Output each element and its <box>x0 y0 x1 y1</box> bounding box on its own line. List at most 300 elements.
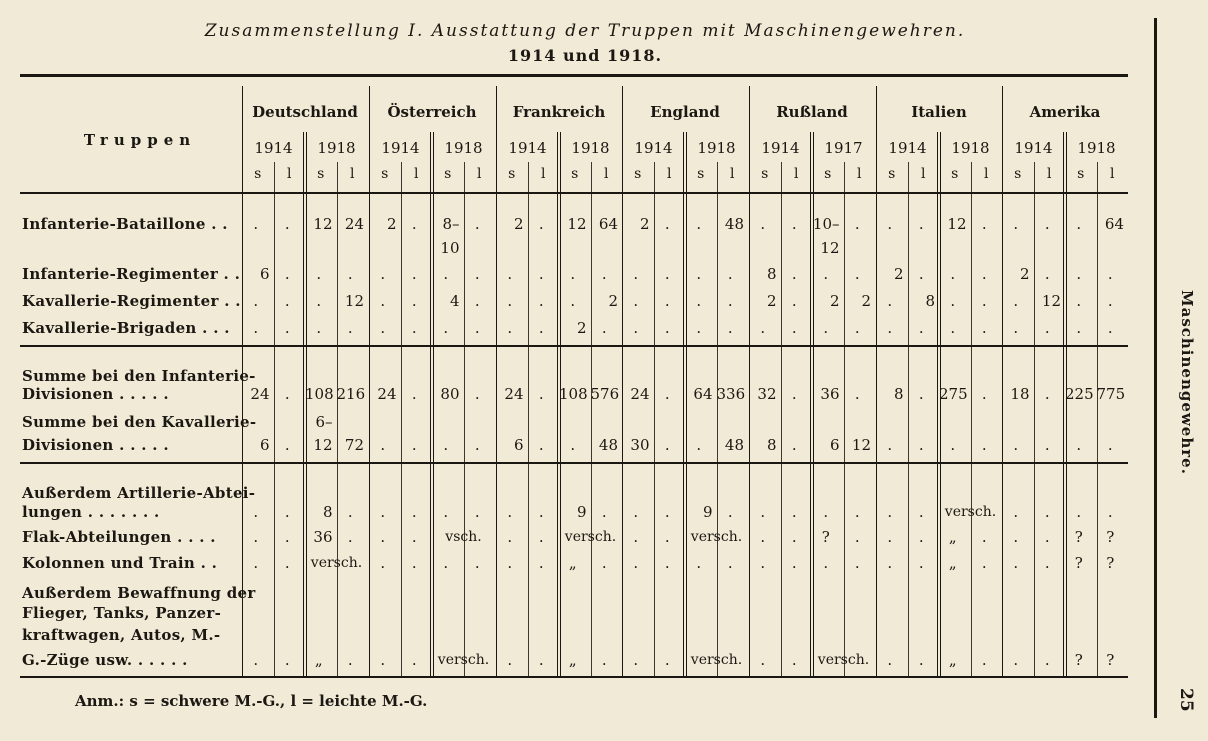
table-cell: . <box>1013 528 1019 546</box>
table-cell: . <box>347 503 353 521</box>
sl-divider <box>1097 162 1098 676</box>
table-cell: . <box>791 215 797 233</box>
table-cell: . <box>887 319 893 337</box>
table-cell: . <box>664 503 670 521</box>
table-cell: . <box>284 436 290 454</box>
table-cell: . <box>284 385 290 403</box>
table-cell: 576 <box>590 385 620 403</box>
sl-header: s <box>444 166 452 182</box>
table-cell: ? <box>1106 554 1115 572</box>
table-cell: . <box>601 265 607 283</box>
bottom-rule <box>20 676 1128 678</box>
table-cell: 18 <box>1010 385 1030 403</box>
table-cell: . <box>1013 436 1019 454</box>
span-cell: vsch. <box>445 529 482 545</box>
table-cell: . <box>887 503 893 521</box>
sl-header: s <box>824 166 832 182</box>
sl-divider <box>971 162 972 676</box>
sl-divider <box>591 162 592 676</box>
table-cell: . <box>664 292 670 310</box>
table-cell: . <box>411 554 417 572</box>
sl-divider <box>401 162 402 676</box>
footnote: Anm.: s = schwere M.-G., l = leichte M.-G. <box>75 692 428 710</box>
table-cell: . <box>760 503 766 521</box>
table-cell: . <box>538 651 544 669</box>
table-cell: . <box>1076 215 1082 233</box>
table-cell: 216 <box>336 385 366 403</box>
table-cell: . <box>380 292 386 310</box>
table-cell: . <box>443 503 449 521</box>
table-cell: . <box>380 528 386 546</box>
country-header: Österreich <box>387 103 477 121</box>
table-cell: „ <box>314 651 323 669</box>
table-cell: . <box>253 319 259 337</box>
row-label: Infanterie-Regimenter . . <box>22 265 241 283</box>
table-cell: 12 <box>851 436 871 454</box>
table-cell: 336 <box>716 385 746 403</box>
table-cell: 12 <box>820 239 840 257</box>
country-header: Italien <box>911 103 967 121</box>
table-cell: . <box>854 319 860 337</box>
sl-divider <box>908 162 909 676</box>
table-cell: . <box>507 265 513 283</box>
table-cell: 72 <box>344 436 364 454</box>
table-cell: ? <box>821 528 830 546</box>
table-cell: . <box>854 265 860 283</box>
table-cell: . <box>981 265 987 283</box>
table-cell: . <box>823 319 829 337</box>
table-cell: . <box>981 215 987 233</box>
table-cell: . <box>696 436 702 454</box>
table-cell: 4 <box>449 292 460 310</box>
table-cell: 2 <box>608 292 618 310</box>
table-cell: . <box>887 554 893 572</box>
table-cell: . <box>696 554 702 572</box>
table-cell: . <box>981 651 987 669</box>
table-cell: . <box>791 436 797 454</box>
table-cell: . <box>981 436 987 454</box>
row-label: kraftwagen, Autos, M.- <box>22 626 221 644</box>
table-cell: 48 <box>724 436 744 454</box>
table-cell: . <box>570 292 576 310</box>
row-label: Außerdem Bewaffnung der <box>22 584 256 602</box>
table-cell: . <box>696 319 702 337</box>
table-cell: 24 <box>630 385 650 403</box>
table-cell: . <box>507 554 513 572</box>
table-cell: . <box>253 554 259 572</box>
table-cell: . <box>411 265 417 283</box>
table-cell: . <box>633 265 639 283</box>
table-cell: . <box>664 265 670 283</box>
table-cell: . <box>1076 503 1082 521</box>
table-cell: 12 <box>313 215 333 233</box>
table-cell: . <box>950 436 956 454</box>
table-cell: . <box>538 503 544 521</box>
table-cell: . <box>1076 265 1082 283</box>
table-cell: . <box>918 319 924 337</box>
span-cell: versch. <box>437 652 490 668</box>
row-label: Außerdem Artillerie-Abtei- <box>22 484 256 502</box>
sl-divider <box>844 162 845 676</box>
table-cell: . <box>950 292 956 310</box>
table-cell: . <box>284 215 290 233</box>
table-cell: 8 <box>925 292 935 310</box>
table-cell: . <box>981 528 987 546</box>
table-cell: ? <box>1074 528 1083 546</box>
section-rule-1 <box>20 345 1128 347</box>
table-cell: . <box>727 554 733 572</box>
table-cell: 108 <box>559 385 588 403</box>
table-cell: . <box>887 528 893 546</box>
table-cell: . <box>791 265 797 283</box>
table-cell: . <box>791 528 797 546</box>
table-cell: . <box>538 385 544 403</box>
table-cell: . <box>791 319 797 337</box>
table-cell: . <box>791 554 797 572</box>
table-cell: . <box>601 554 607 572</box>
table-cell: 108 <box>305 385 334 403</box>
row-label: Kavallerie-Regimenter . . <box>22 292 241 310</box>
country-header: Deutschland <box>252 103 358 121</box>
year-header: 1917 <box>824 139 863 157</box>
sl-header: s <box>951 166 959 182</box>
table-cell: ? <box>1106 651 1115 669</box>
sl-header: l <box>604 166 609 182</box>
table-cell: . <box>316 292 322 310</box>
table-cell: . <box>411 651 417 669</box>
table-cell: . <box>474 436 480 454</box>
table-cell: . <box>507 319 513 337</box>
table-cell: . <box>981 292 987 310</box>
table-cell: . <box>664 319 670 337</box>
table-cell: . <box>727 292 733 310</box>
sl-divider <box>274 162 275 676</box>
table-cell: . <box>727 319 733 337</box>
table-cell: . <box>284 651 290 669</box>
table-cell: . <box>981 319 987 337</box>
table-cell: . <box>1044 436 1050 454</box>
table-cell: . <box>1107 292 1113 310</box>
table-cell: . <box>1076 319 1082 337</box>
table-cell: . <box>918 265 924 283</box>
table-cell: . <box>474 554 480 572</box>
table-cell: . <box>411 436 417 454</box>
table-cell: . <box>538 319 544 337</box>
table-cell: . <box>411 215 417 233</box>
table-cell: . <box>380 319 386 337</box>
sl-header: l <box>287 166 292 182</box>
table-cell: . <box>854 385 860 403</box>
table-cell: . <box>950 319 956 337</box>
table-cell: . <box>380 503 386 521</box>
sl-divider <box>528 162 529 676</box>
table-cell: . <box>791 503 797 521</box>
table-cell: . <box>664 215 670 233</box>
table-cell: 48 <box>598 436 618 454</box>
table-cell: . <box>1107 503 1113 521</box>
table-cell: . <box>664 436 670 454</box>
year-header: 1918 <box>697 139 736 157</box>
table-cell: . <box>538 554 544 572</box>
table-cell: 775 <box>1096 385 1126 403</box>
span-cell: versch. <box>564 529 617 545</box>
table-cell: . <box>1044 554 1050 572</box>
row-label: Infanterie-Bataillone . . <box>22 215 228 233</box>
table-cell: . <box>854 503 860 521</box>
year-header: 1914 <box>888 139 927 157</box>
table-cell: „ <box>568 651 577 669</box>
table-cell: . <box>918 651 924 669</box>
table-cell: . <box>823 554 829 572</box>
table-cell: . <box>380 265 386 283</box>
page-edge-rule <box>1154 18 1157 718</box>
table-cell: . <box>633 554 639 572</box>
table-cell: . <box>760 528 766 546</box>
table-cell: . <box>918 554 924 572</box>
table-cell: . <box>284 554 290 572</box>
table-cell: . <box>1044 528 1050 546</box>
table-cell: . <box>664 651 670 669</box>
table-cell: 2 <box>513 215 524 233</box>
table-cell: 10– <box>812 215 840 233</box>
year-header: 1918 <box>317 139 356 157</box>
table-cell: 8 <box>766 436 777 454</box>
table-cell: . <box>633 651 639 669</box>
table-cell: . <box>474 319 480 337</box>
table-cell: 2 <box>386 215 397 233</box>
table-cell: . <box>411 385 417 403</box>
sl-divider <box>1034 162 1035 676</box>
sl-header: s <box>1014 166 1022 182</box>
table-cell: 24 <box>250 385 270 403</box>
row-label: Flak-Abteilungen . . . . <box>22 528 216 546</box>
table-cell: . <box>443 265 449 283</box>
sl-header: l <box>921 166 926 182</box>
table-cell: . <box>411 292 417 310</box>
table-cell: . <box>823 265 829 283</box>
table-cell: 30 <box>630 436 650 454</box>
table-cell: 6– <box>315 413 333 431</box>
span-cell: versch. <box>690 652 743 668</box>
table-cell: . <box>316 265 322 283</box>
table-cell: . <box>918 503 924 521</box>
table-cell: . <box>284 319 290 337</box>
table-cell: . <box>538 265 544 283</box>
table-cell: . <box>1013 292 1019 310</box>
table-cell: . <box>633 319 639 337</box>
table-cell: . <box>474 292 480 310</box>
table-cell: 32 <box>757 385 777 403</box>
year-header: 1914 <box>381 139 420 157</box>
table-cell: . <box>918 436 924 454</box>
table-cell: . <box>380 554 386 572</box>
table-cell: . <box>507 651 513 669</box>
table-cell: . <box>253 528 259 546</box>
table-cell: 48 <box>724 215 744 233</box>
table-cell: 12 <box>344 292 364 310</box>
year-header: 1918 <box>1077 139 1116 157</box>
table-cell: . <box>1013 651 1019 669</box>
table-cell: . <box>760 651 766 669</box>
sl-header: l <box>857 166 862 182</box>
table-cell: 9 <box>576 503 587 521</box>
year-header: 1914 <box>634 139 673 157</box>
year-header: 1914 <box>1014 139 1053 157</box>
span-cell: versch. <box>817 652 870 668</box>
table-cell: . <box>253 292 259 310</box>
table-cell: . <box>918 528 924 546</box>
table-cell: . <box>1013 215 1019 233</box>
country-header: England <box>650 103 720 121</box>
row-label: Divisionen . . . . . <box>22 385 169 403</box>
table-cell: . <box>633 292 639 310</box>
table-cell: 6 <box>829 436 840 454</box>
section-rule-2 <box>20 462 1128 464</box>
table-cell: . <box>664 385 670 403</box>
table-cell: . <box>474 215 480 233</box>
table-cell: . <box>380 436 386 454</box>
table-cell: . <box>791 385 797 403</box>
row-label: Kolonnen und Train . . <box>22 554 218 572</box>
sl-header: s <box>508 166 516 182</box>
table-cell: 8– <box>442 215 460 233</box>
sl-header: s <box>381 166 389 182</box>
table-cell: . <box>1076 436 1082 454</box>
side-label: Maschinengewehre. <box>1178 290 1196 475</box>
table-cell: 36 <box>820 385 840 403</box>
table-cell: . <box>760 215 766 233</box>
country-header: Rußland <box>776 103 848 121</box>
table-cell: . <box>347 528 353 546</box>
sl-divider <box>337 162 338 676</box>
sl-header: l <box>1047 166 1052 182</box>
table-cell: . <box>570 436 576 454</box>
row-label: lungen . . . . . . . <box>22 503 160 521</box>
span-cell: versch. <box>310 555 363 571</box>
table-cell: . <box>1044 385 1050 403</box>
sl-header: l <box>477 166 482 182</box>
table-cell: . <box>1044 651 1050 669</box>
table-cell: . <box>380 651 386 669</box>
table-cell: . <box>411 528 417 546</box>
sl-header: s <box>254 166 262 182</box>
table-cell: 8 <box>893 385 904 403</box>
sl-header: l <box>667 166 672 182</box>
sl-divider <box>781 162 782 676</box>
year-header: 1918 <box>571 139 610 157</box>
table-cell: . <box>791 292 797 310</box>
table-cell: 275 <box>939 385 968 403</box>
table-cell: 24 <box>504 385 524 403</box>
table-cell: . <box>823 503 829 521</box>
table-cell: . <box>507 503 513 521</box>
row-label: Kavallerie-Brigaden . . . <box>22 319 230 337</box>
table-cell: . <box>981 385 987 403</box>
top-rule <box>20 74 1128 77</box>
year-header: 1914 <box>761 139 800 157</box>
table-cell: 8 <box>322 503 333 521</box>
row-label: Flieger, Tanks, Panzer- <box>22 604 222 622</box>
table-cell: . <box>918 215 924 233</box>
sl-header: s <box>1077 166 1085 182</box>
table-cell: 2 <box>893 265 904 283</box>
country-header: Amerika <box>1029 103 1101 121</box>
table-title: Zusammenstellung I. Ausstattung der Truppen mit Maschinengewehren. <box>204 21 966 41</box>
row-label: Summe bei den Kavallerie- <box>22 413 257 431</box>
table-cell: . <box>950 265 956 283</box>
table-cell: „ <box>948 528 957 546</box>
table-cell: „ <box>568 554 577 572</box>
table-cell: 10 <box>440 239 460 257</box>
table-cell: . <box>1044 503 1050 521</box>
sl-header: s <box>571 166 579 182</box>
table-cell: . <box>664 554 670 572</box>
table-cell: . <box>887 436 893 454</box>
table-cell: . <box>854 528 860 546</box>
table-cell: . <box>887 292 893 310</box>
table-cell: . <box>507 292 513 310</box>
sl-header: s <box>888 166 896 182</box>
row-label: Divisionen . . . . . <box>22 436 169 454</box>
table-cell: 12 <box>1041 292 1061 310</box>
sl-header: l <box>984 166 989 182</box>
table-cell: . <box>601 319 607 337</box>
table-cell: . <box>538 528 544 546</box>
year-header: 1914 <box>254 139 293 157</box>
table-cell: 80 <box>440 385 460 403</box>
sl-divider <box>654 162 655 676</box>
table-cell: . <box>1044 215 1050 233</box>
table-cell: 12 <box>313 436 333 454</box>
table-cell: . <box>696 292 702 310</box>
table-cell: . <box>347 651 353 669</box>
table-cell: . <box>443 436 449 454</box>
table-cell: 64 <box>1104 215 1124 233</box>
table-cell: . <box>411 319 417 337</box>
table-cell: . <box>507 528 513 546</box>
sl-header: s <box>634 166 642 182</box>
table-cell: . <box>474 503 480 521</box>
table-cell: 225 <box>1065 385 1094 403</box>
header-rule <box>20 192 1128 194</box>
row-label: G.-Züge usw. . . . . . <box>22 651 188 669</box>
table-cell: . <box>253 651 259 669</box>
table-cell: . <box>284 292 290 310</box>
table-cell: . <box>1013 554 1019 572</box>
sl-header: s <box>317 166 325 182</box>
table-cell: . <box>538 215 544 233</box>
table-cell: . <box>347 265 353 283</box>
table-cell: . <box>1013 319 1019 337</box>
table-cell: . <box>1107 265 1113 283</box>
table-cell: . <box>538 292 544 310</box>
table-cell: „ <box>948 554 957 572</box>
sl-divider <box>717 162 718 676</box>
sl-divider <box>464 162 465 676</box>
table-cell: . <box>727 503 733 521</box>
table-cell: ? <box>1074 651 1083 669</box>
table-cell: 2 <box>861 292 871 310</box>
table-cell: 2 <box>829 292 840 310</box>
table-cell: . <box>284 528 290 546</box>
table-cell: . <box>474 385 480 403</box>
table-cell: 64 <box>693 385 713 403</box>
year-header: 1918 <box>951 139 990 157</box>
country-header: Frankreich <box>512 103 606 121</box>
sl-header: l <box>541 166 546 182</box>
table-cell: . <box>1044 319 1050 337</box>
sl-header: s <box>697 166 705 182</box>
